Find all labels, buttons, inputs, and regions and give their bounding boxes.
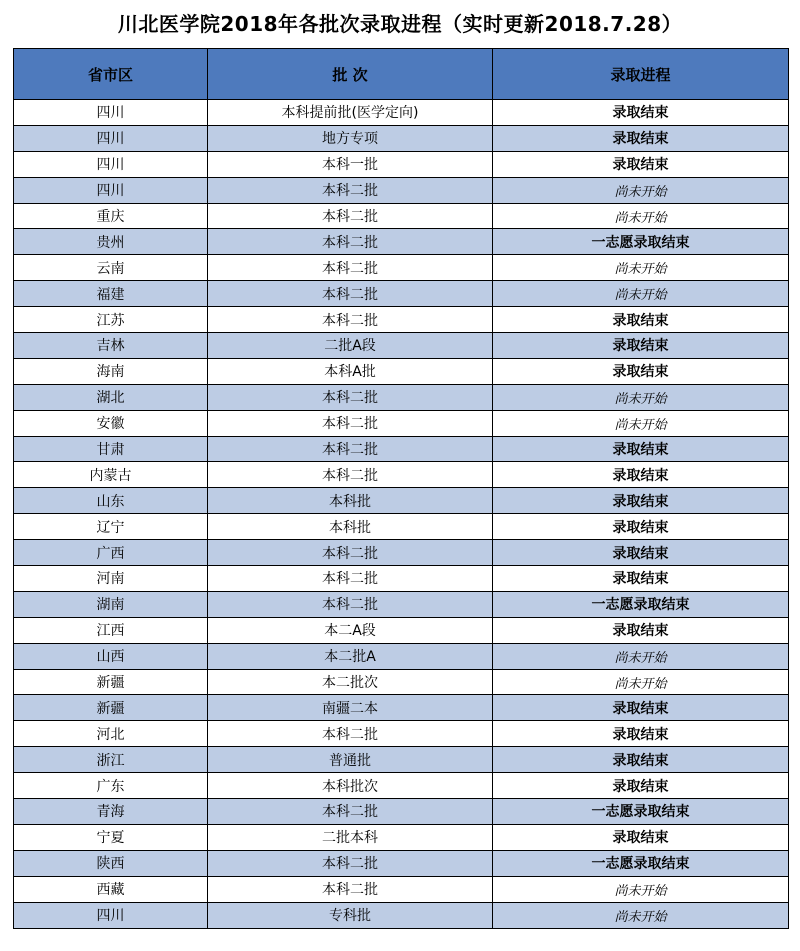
table-row xyxy=(14,255,789,281)
progress-cell: 录取结束 xyxy=(493,125,789,151)
progress-cell: 录取结束 xyxy=(493,358,789,384)
batch-cell: 本科提前批(医学定向) xyxy=(208,100,493,126)
batch-cell: 本二A段 xyxy=(208,617,493,643)
table-row xyxy=(14,436,789,462)
progress-cell: 一志愿录取结束 xyxy=(493,850,789,876)
batch-cell: 本科二批 xyxy=(208,462,493,488)
batch-cell: 二批本科 xyxy=(208,824,493,850)
batch-cell: 本科二批 xyxy=(208,540,493,566)
region-cell: 内蒙古 xyxy=(14,462,208,488)
progress-cell: 录取结束 xyxy=(493,100,789,126)
progress-cell: 尚未开始 xyxy=(493,902,789,928)
region-cell: 宁夏 xyxy=(14,824,208,850)
progress-cell: 尚未开始 xyxy=(493,669,789,695)
region-cell: 云南 xyxy=(14,255,208,281)
header-region: 省市区 xyxy=(14,49,208,100)
region-cell: 新疆 xyxy=(14,669,208,695)
batch-cell: 本科二批 xyxy=(208,799,493,825)
table-row xyxy=(14,462,789,488)
table-row xyxy=(14,333,789,359)
batch-cell: 本科二批 xyxy=(208,229,493,255)
batch-cell: 本科二批 xyxy=(208,410,493,436)
region-cell: 安徽 xyxy=(14,410,208,436)
progress-cell: 录取结束 xyxy=(493,514,789,540)
page-title: 川北医学院2018年各批次录取进程（实时更新2018.7.28） xyxy=(117,12,683,36)
batch-cell: 本科二批 xyxy=(208,436,493,462)
region-cell: 贵州 xyxy=(14,229,208,255)
region-cell: 山东 xyxy=(14,488,208,514)
region-cell: 江苏 xyxy=(14,307,208,333)
region-cell: 福建 xyxy=(14,281,208,307)
batch-cell: 地方专项 xyxy=(208,125,493,151)
table-row xyxy=(14,384,789,410)
table-row xyxy=(14,281,789,307)
table-row xyxy=(14,591,789,617)
table-row xyxy=(14,824,789,850)
progress-cell: 录取结束 xyxy=(493,617,789,643)
progress-cell: 尚未开始 xyxy=(493,876,789,902)
region-cell: 湖南 xyxy=(14,591,208,617)
table-row xyxy=(14,514,789,540)
progress-cell: 尚未开始 xyxy=(493,177,789,203)
table-row xyxy=(14,229,789,255)
progress-cell: 录取结束 xyxy=(493,436,789,462)
table-row xyxy=(14,410,789,436)
region-cell: 西藏 xyxy=(14,876,208,902)
batch-cell: 本科一批 xyxy=(208,151,493,177)
table-row xyxy=(14,203,789,229)
table-row xyxy=(14,617,789,643)
region-cell: 广东 xyxy=(14,773,208,799)
region-cell: 重庆 xyxy=(14,203,208,229)
region-cell: 四川 xyxy=(14,100,208,126)
region-cell: 浙江 xyxy=(14,747,208,773)
progress-cell: 录取结束 xyxy=(493,151,789,177)
table-row xyxy=(14,850,789,876)
table-row xyxy=(14,669,789,695)
batch-cell: 本科二批 xyxy=(208,850,493,876)
batch-cell: 南疆二本 xyxy=(208,695,493,721)
batch-cell: 本科二批 xyxy=(208,281,493,307)
batch-cell: 本科A批 xyxy=(208,358,493,384)
batch-cell: 本科二批 xyxy=(208,721,493,747)
header-progress: 录取进程 xyxy=(493,49,789,100)
table-row xyxy=(14,125,789,151)
region-cell: 广西 xyxy=(14,540,208,566)
batch-cell: 专科批 xyxy=(208,902,493,928)
table-header-row xyxy=(14,49,789,100)
batch-cell: 本科二批 xyxy=(208,255,493,281)
region-cell: 四川 xyxy=(14,151,208,177)
table-row xyxy=(14,747,789,773)
progress-cell: 录取结束 xyxy=(493,333,789,359)
batch-cell: 本科二批 xyxy=(208,384,493,410)
batch-cell: 普通批 xyxy=(208,747,493,773)
progress-cell: 尚未开始 xyxy=(493,643,789,669)
progress-cell: 录取结束 xyxy=(493,540,789,566)
batch-cell: 本科批 xyxy=(208,488,493,514)
region-cell: 海南 xyxy=(14,358,208,384)
table-row xyxy=(14,177,789,203)
region-cell: 河南 xyxy=(14,566,208,592)
region-cell: 青海 xyxy=(14,799,208,825)
progress-cell: 一志愿录取结束 xyxy=(493,229,789,255)
progress-cell: 录取结束 xyxy=(493,566,789,592)
table-row xyxy=(14,540,789,566)
progress-cell: 录取结束 xyxy=(493,488,789,514)
progress-cell: 录取结束 xyxy=(493,747,789,773)
progress-cell: 录取结束 xyxy=(493,773,789,799)
progress-cell: 一志愿录取结束 xyxy=(493,799,789,825)
region-cell: 新疆 xyxy=(14,695,208,721)
table-row xyxy=(14,566,789,592)
progress-cell: 尚未开始 xyxy=(493,255,789,281)
progress-cell: 录取结束 xyxy=(493,462,789,488)
table-row xyxy=(14,643,789,669)
region-cell: 四川 xyxy=(14,125,208,151)
progress-cell: 录取结束 xyxy=(493,824,789,850)
progress-cell: 录取结束 xyxy=(493,695,789,721)
batch-cell: 本科批 xyxy=(208,514,493,540)
table-row xyxy=(14,799,789,825)
region-cell: 吉林 xyxy=(14,333,208,359)
table-row xyxy=(14,695,789,721)
table-row xyxy=(14,358,789,384)
region-cell: 甘肃 xyxy=(14,436,208,462)
progress-cell: 尚未开始 xyxy=(493,410,789,436)
batch-cell: 本科二批 xyxy=(208,307,493,333)
batch-cell: 二批A段 xyxy=(208,333,493,359)
table-row xyxy=(14,307,789,333)
batch-cell: 本科二批 xyxy=(208,566,493,592)
progress-cell: 录取结束 xyxy=(493,721,789,747)
batch-cell: 本科二批 xyxy=(208,203,493,229)
progress-cell: 录取结束 xyxy=(493,307,789,333)
progress-cell: 尚未开始 xyxy=(493,281,789,307)
region-cell: 四川 xyxy=(14,902,208,928)
table-row xyxy=(14,721,789,747)
batch-cell: 本科二批 xyxy=(208,876,493,902)
table-row xyxy=(14,876,789,902)
region-cell: 山西 xyxy=(14,643,208,669)
batch-cell: 本二批次 xyxy=(208,669,493,695)
header-batch: 批 次 xyxy=(208,49,493,100)
progress-cell: 尚未开始 xyxy=(493,203,789,229)
batch-cell: 本科批次 xyxy=(208,773,493,799)
table-row xyxy=(14,100,789,126)
admission-progress-table xyxy=(13,48,789,929)
batch-cell: 本科二批 xyxy=(208,591,493,617)
table-row xyxy=(14,902,789,928)
batch-cell: 本二批A xyxy=(208,643,493,669)
region-cell: 河北 xyxy=(14,721,208,747)
table-row xyxy=(14,773,789,799)
table-row xyxy=(14,151,789,177)
region-cell: 辽宁 xyxy=(14,514,208,540)
region-cell: 陕西 xyxy=(14,850,208,876)
table-row xyxy=(14,488,789,514)
region-cell: 四川 xyxy=(14,177,208,203)
progress-cell: 尚未开始 xyxy=(493,384,789,410)
region-cell: 江西 xyxy=(14,617,208,643)
table-body xyxy=(14,100,789,929)
region-cell: 湖北 xyxy=(14,384,208,410)
progress-cell: 一志愿录取结束 xyxy=(493,591,789,617)
batch-cell: 本科二批 xyxy=(208,177,493,203)
